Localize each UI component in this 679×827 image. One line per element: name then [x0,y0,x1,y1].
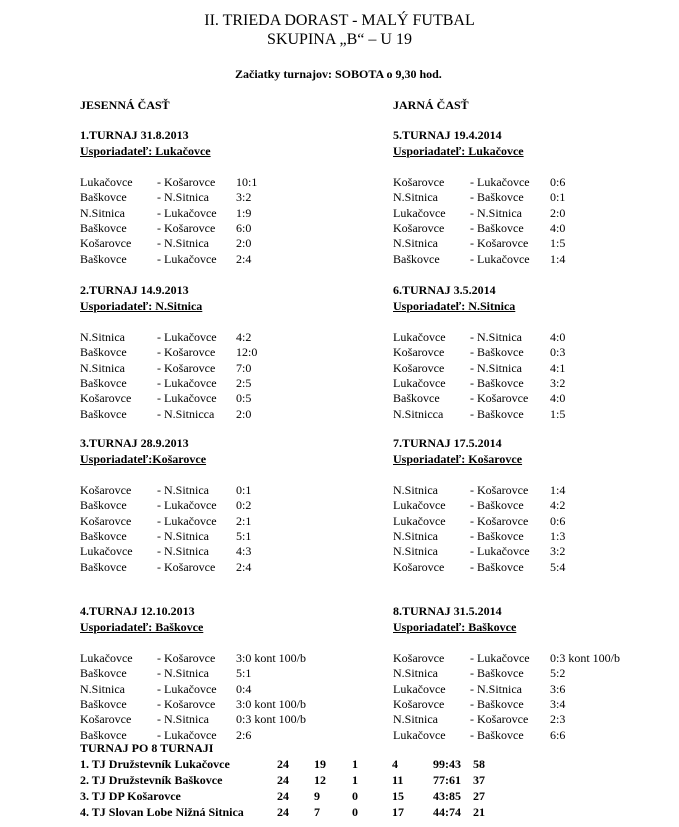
match-away-team: - Lukačovce [157,330,217,344]
match-home-team: Košarovce [80,483,132,497]
match-score: 0:6 [550,513,566,528]
match-score: 6:6 [550,727,566,742]
tournament-organizer: Usporiadateľ: Košarovce [393,452,523,466]
match-away-team: - Baškovce [470,498,524,513]
standings-title: TURNAJ PO 8 TURNAJI [80,741,214,755]
match-away-team: - N.Sitnica [157,190,209,205]
match-score: 2:3 [550,712,566,727]
match-score: 4:2 [550,498,566,513]
match-home-team: N.Sitnica [393,236,438,251]
match-score: 2:6 [236,727,252,742]
tournament-organizer: Usporiadateľ: Lukačovce [393,144,524,158]
match-away-team: - Lukačovce [470,251,530,266]
standing-wins: 9 [314,789,320,803]
match-away-team: - Lukačovce [470,544,530,559]
match-home-team: Košarovce [393,696,445,711]
match-away-team: - Baškovce [470,666,524,681]
match-score: 0:4 [236,681,252,696]
match-home-team: Baškovce [80,498,127,513]
standing-points: 37 [473,773,485,787]
match-away-team: - Lukačovce [157,498,217,513]
match-away-team: - Lukačovce [157,513,217,528]
match-home-team: N.Sitnica [393,544,438,559]
match-away-team: - N.Sitnica [157,236,209,251]
match-away-team: - N.Sitnica [157,712,209,727]
match-away-team: - Lukačovce [470,175,530,189]
match-away-team: - Lukačovce [470,651,530,665]
standing-wins: 12 [314,773,326,787]
match-home-team: Lukačovce [393,498,446,513]
match-home-team: N.Sitnicca [393,406,444,421]
match-score: 3:2 [236,190,252,205]
tournament-organizer: Usporiadateľ: N.Sitnica [393,299,516,313]
match-home-team: Lukačovce [393,205,446,220]
match-away-team: - N.Sitnicca [157,406,215,421]
match-home-team: Baškovce [80,559,127,574]
standing-played: 24 [277,757,289,771]
tournament-title: 5.TURNAJ 19.4.2014 [393,128,502,142]
match-home-team: Baškovce [80,220,127,235]
match-score: 5:1 [236,666,252,681]
standing-team: 1. TJ Družstevník Lukačovce [80,757,230,771]
match-away-team: - Lukačovce [157,375,217,390]
match-home-team: Baškovce [393,251,440,266]
match-away-team: - Košarovce [157,559,216,574]
match-score: 0:3 kont 100/b [236,712,307,727]
tournament-title: 6.TURNAJ 3.5.2014 [393,283,496,297]
match-score: 2:1 [236,513,252,528]
standing-points: 21 [473,805,485,819]
match-home-team: N.Sitnica [80,360,125,375]
match-score: 1:3 [550,528,566,543]
standing-wins: 19 [314,757,326,771]
match-away-team: - N.Sitnica [470,681,522,696]
match-score: 4:0 [550,391,566,406]
match-home-team: Lukačovce [393,681,446,696]
match-home-team: Košarovce [80,712,132,727]
match-home-team: Lukačovce [393,330,446,344]
tournament-title: 1.TURNAJ 31.8.2013 [80,128,189,142]
standing-losses: 11 [392,773,404,787]
match-score: 4:0 [550,220,566,235]
match-home-team: N.Sitnica [80,330,125,344]
standing-goals: 99:43 [433,757,461,771]
match-home-team: N.Sitnica [80,681,125,696]
match-away-team: - Lukačovce [157,681,217,696]
standing-goals: 44:74 [433,805,461,819]
standing-losses: 17 [392,805,404,819]
match-home-team: Lukačovce [80,651,133,665]
match-home-team: Baškovce [80,190,127,205]
start-time-note: Začiatky turnajov: SOBOTA o 9,30 hod. [235,67,442,81]
match-home-team: Baškovce [393,391,440,406]
standing-draws: 1 [352,757,358,771]
match-home-team: Lukačovce [80,544,133,559]
match-away-team: - Košarovce [157,175,216,189]
match-score: 4:2 [236,330,252,344]
standing-team: 2. TJ Družstevník Baškovce [80,773,223,787]
match-home-team: Baškovce [80,375,127,390]
standing-played: 24 [277,805,289,819]
match-home-team: Baškovce [80,696,127,711]
standing-losses: 4 [392,757,398,771]
match-score: 0:3 [550,345,566,360]
match-home-team: Košarovce [393,360,445,375]
match-home-team: Košarovce [393,220,445,235]
match-score: 0:5 [236,391,252,406]
tournament-organizer: Usporiadateľ: Baškovce [393,620,517,634]
match-score: 2:5 [236,375,252,390]
document-title: II. TRIEDA DORAST - MALÝ FUTBAL [204,12,475,29]
match-away-team: - Baškovce [470,406,524,421]
match-score: 0:3 kont 100/b [550,651,621,665]
tournament-title: 3.TURNAJ 28.9.2013 [80,436,189,450]
match-away-team: - Baškovce [470,190,524,205]
tournament-title: 4.TURNAJ 12.10.2013 [80,604,195,618]
match-score: 2:4 [236,251,252,266]
match-home-team: Baškovce [80,666,127,681]
match-away-team: - Košarovce [157,651,216,665]
match-score: 3:4 [550,696,566,711]
match-score: 1:5 [550,406,566,421]
standing-draws: 0 [352,789,358,803]
standing-played: 24 [277,773,289,787]
match-away-team: - Lukačovce [157,727,217,742]
match-home-team: Baškovce [80,727,127,742]
match-score: 2:0 [236,236,252,251]
match-away-team: - Baškovce [470,559,524,574]
match-home-team: N.Sitnica [393,483,438,497]
match-home-team: N.Sitnica [393,712,438,727]
match-away-team: - Košarovce [470,483,529,497]
match-home-team: Košarovce [393,345,445,360]
match-score: 0:1 [236,483,252,497]
match-home-team: Košarovce [393,559,445,574]
match-away-team: - Košarovce [157,360,216,375]
match-score: 2:4 [236,559,252,574]
match-score: 2:0 [550,205,566,220]
match-away-team: - N.Sitnica [157,483,209,497]
match-score: 7:0 [236,360,252,375]
match-away-team: - Košarovce [157,220,216,235]
match-away-team: - N.Sitnica [157,544,209,559]
match-score: 1:9 [236,205,252,220]
tournament-title: 2.TURNAJ 14.9.2013 [80,283,189,297]
match-away-team: - Baškovce [470,528,524,543]
tournament-organizer: Usporiadateľ:Košarovce [80,452,207,466]
match-score: 12:0 [236,345,258,360]
match-away-team: - Baškovce [470,220,524,235]
standing-losses: 15 [392,789,404,803]
standing-wins: 7 [314,805,320,819]
match-score: 4:0 [550,330,566,344]
match-away-team: - Lukačovce [157,205,217,220]
match-score: 3:0 kont 100/b [236,696,307,711]
match-home-team: N.Sitnica [393,528,438,543]
match-home-team: Lukačovce [393,727,446,742]
match-score: 4:3 [236,544,252,559]
match-away-team: - Baškovce [470,696,524,711]
match-away-team: - N.Sitnica [470,360,522,375]
match-home-team: Baškovce [80,251,127,266]
match-home-team: Lukačovce [393,375,446,390]
match-home-team: Baškovce [80,406,127,421]
match-home-team: Lukačovce [80,175,133,189]
match-score: 0:1 [550,190,566,205]
match-away-team: - N.Sitnica [470,330,522,344]
match-away-team: - Lukačovce [157,391,217,406]
tournament-organizer: Usporiadateľ: N.Sitnica [80,299,203,313]
spring-section-heading: JARNÁ ČASŤ [393,98,469,112]
match-away-team: - Košarovce [470,236,529,251]
standing-points: 58 [473,757,485,771]
match-away-team: - Košarovce [470,391,529,406]
match-score: 0:2 [236,498,252,513]
match-away-team: - N.Sitnica [157,528,209,543]
match-score: 3:2 [550,544,566,559]
match-score: 5:1 [236,528,252,543]
match-score: 6:0 [236,220,252,235]
match-home-team: N.Sitnica [80,205,125,220]
match-home-team: Baškovce [80,345,127,360]
match-home-team: Košarovce [80,391,132,406]
match-away-team: - Košarovce [157,345,216,360]
match-home-team: Lukačovce [393,513,446,528]
match-score: 5:2 [550,666,566,681]
match-score: 1:4 [550,483,566,497]
tournament-organizer: Usporiadateľ: Lukačovce [80,144,211,158]
match-home-team: N.Sitnica [393,666,438,681]
tournament-organizer: Usporiadateľ: Baškovce [80,620,204,634]
tournament-title: 8.TURNAJ 31.5.2014 [393,604,502,618]
match-home-team: N.Sitnica [393,190,438,205]
match-away-team: - N.Sitnica [470,205,522,220]
match-score: 3:0 kont 100/b [236,651,307,665]
match-score: 0:6 [550,175,566,189]
standing-played: 24 [277,789,289,803]
match-score: 3:2 [550,375,566,390]
match-score: 3:6 [550,681,566,696]
match-score: 10:1 [236,175,258,189]
standing-goals: 43:85 [433,789,461,803]
match-score: 1:4 [550,251,566,266]
match-score: 1:5 [550,236,566,251]
match-home-team: Košarovce [393,651,445,665]
match-score: 2:0 [236,406,252,421]
match-away-team: - Baškovce [470,345,524,360]
match-away-team: - Lukačovce [157,251,217,266]
match-away-team: - N.Sitnica [157,666,209,681]
standing-team: 4. TJ Slovan Lobe Nižná Sitnica [80,805,244,819]
match-away-team: - Baškovce [470,727,524,742]
match-score: 4:1 [550,360,566,375]
standing-team: 3. TJ DP Košarovce [80,789,181,803]
document-subtitle: SKUPINA „B“ – U 19 [267,31,412,48]
match-away-team: - Baškovce [470,375,524,390]
match-away-team: - Košarovce [157,696,216,711]
match-away-team: - Košarovce [470,712,529,727]
match-away-team: - Košarovce [470,513,529,528]
autumn-section-heading: JESENNÁ ČASŤ [80,98,170,112]
standing-points: 27 [473,789,485,803]
standing-goals: 77:61 [433,773,461,787]
match-home-team: Košarovce [393,175,445,189]
standing-draws: 1 [352,773,358,787]
standing-draws: 0 [352,805,358,819]
tournament-title: 7.TURNAJ 17.5.2014 [393,436,502,450]
match-home-team: Košarovce [80,513,132,528]
match-home-team: Baškovce [80,528,127,543]
match-score: 5:4 [550,559,566,574]
match-home-team: Košarovce [80,236,132,251]
